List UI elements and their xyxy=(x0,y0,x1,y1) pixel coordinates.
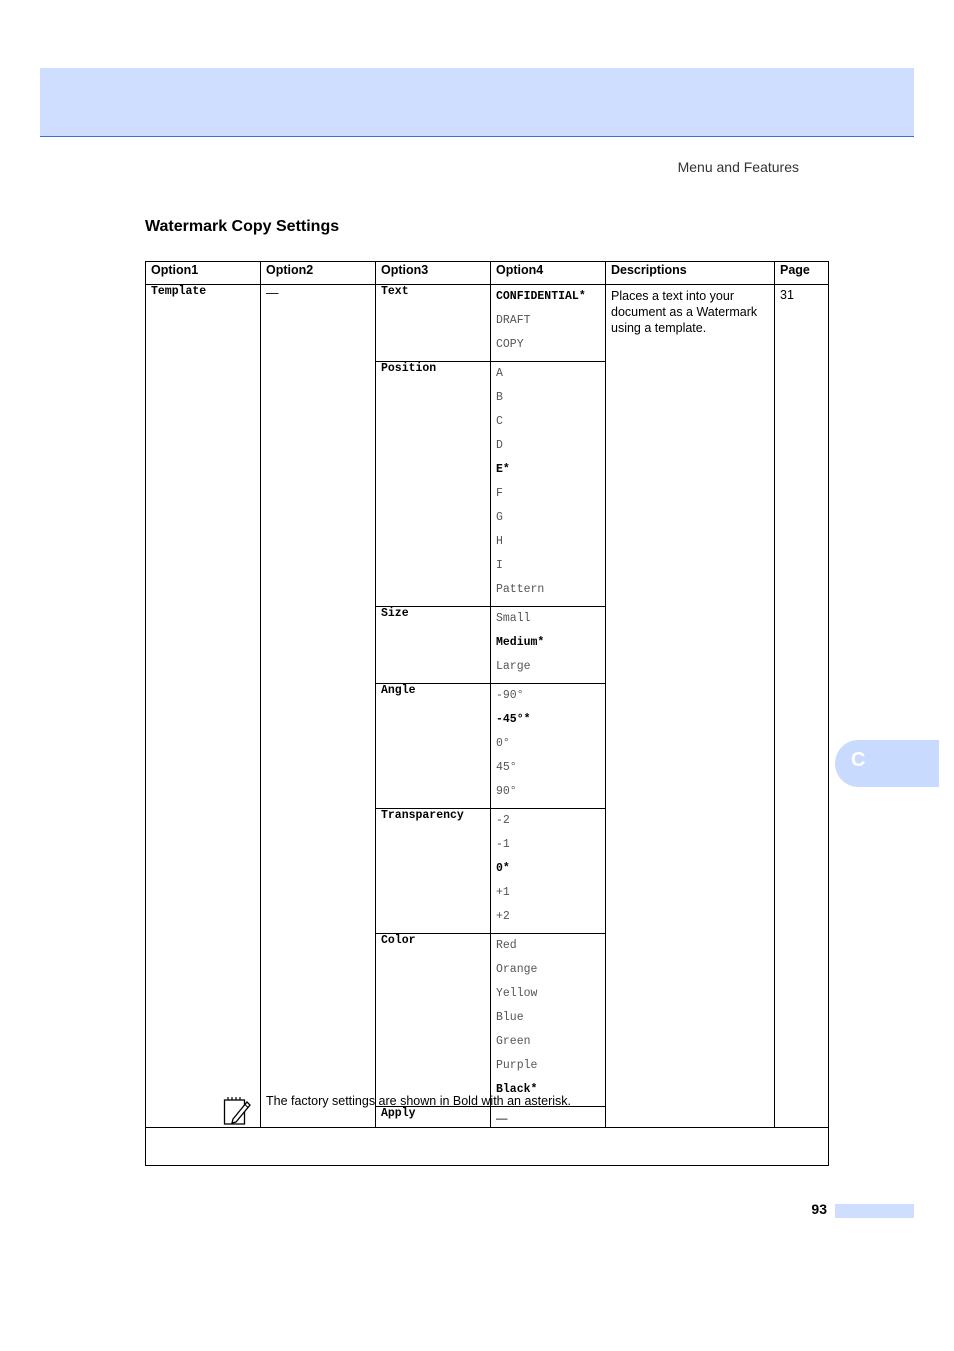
option-value: Green xyxy=(496,1035,531,1048)
running-head: Menu and Features xyxy=(677,159,799,175)
option-value: Yellow xyxy=(496,987,538,1000)
option-value: 0° xyxy=(496,737,510,750)
option4-cell xyxy=(491,607,606,684)
option4-cell xyxy=(491,684,606,809)
option4-cell xyxy=(491,809,606,934)
option-value: Orange xyxy=(496,963,538,976)
chapter-tab-label: C xyxy=(851,749,866,771)
option3-cell: Color xyxy=(376,934,491,1107)
header-option3: Option3 xyxy=(376,262,491,285)
header-page: Page xyxy=(775,262,829,285)
description-cell: Places a text into your document as a Watermark using a template. xyxy=(606,285,775,1128)
option-value: Large xyxy=(496,660,531,673)
option-value: F xyxy=(496,487,503,500)
note-text: The factory settings are shown in Bold with an asterisk. xyxy=(266,1094,572,1108)
header-option2: Option2 xyxy=(261,262,376,285)
option-value: Purple xyxy=(496,1059,538,1072)
option-value: CONFIDENTIAL* xyxy=(496,290,586,303)
option-value: H xyxy=(496,535,503,548)
option2-cell: — xyxy=(261,285,376,1128)
table-body xyxy=(146,285,829,1128)
option4-cell xyxy=(491,285,606,362)
option-value: -45°* xyxy=(496,713,531,726)
option-value: +1 xyxy=(496,886,510,899)
option3-cell: Size xyxy=(376,607,491,684)
option3-cell: Apply xyxy=(376,1107,491,1128)
option-value: C xyxy=(496,415,503,428)
option-value: E* xyxy=(496,463,510,476)
page-number: 93 xyxy=(811,1201,827,1217)
pencil-note-icon xyxy=(223,1096,251,1126)
table-row xyxy=(146,285,829,362)
table-header-row xyxy=(146,262,829,285)
option-value: A xyxy=(496,367,503,380)
page-cell: 31 xyxy=(775,285,829,1128)
page-number-bar xyxy=(835,1204,914,1218)
option-value: Blue xyxy=(496,1011,524,1024)
option-value: 45° xyxy=(496,761,517,774)
option-value: G xyxy=(496,511,503,524)
settings-table xyxy=(145,261,829,1166)
option1-cell: Template xyxy=(146,285,261,1128)
option-value: COPY xyxy=(496,338,524,351)
option-value: Pattern xyxy=(496,583,545,596)
section-title: Watermark Copy Settings xyxy=(145,218,340,235)
chapter-tab xyxy=(835,740,939,787)
option-value: +2 xyxy=(496,910,510,923)
option-value: -2 xyxy=(496,814,510,827)
option-value: -90° xyxy=(496,689,524,702)
option3-cell: Position xyxy=(376,362,491,607)
option-value: — xyxy=(496,1113,508,1125)
option-value: I xyxy=(496,559,503,572)
option3-cell: Text xyxy=(376,285,491,362)
option-value: Medium* xyxy=(496,636,545,649)
header-option1: Option1 xyxy=(146,262,261,285)
option4-cell xyxy=(491,1107,606,1128)
option3-cell: Transparency xyxy=(376,809,491,934)
option-value: Black* xyxy=(496,1083,538,1096)
option4-cell xyxy=(491,934,606,1107)
option4-cell xyxy=(491,362,606,607)
option-value: D xyxy=(496,439,503,452)
option-value: -1 xyxy=(496,838,510,851)
header-option4: Option4 xyxy=(491,262,606,285)
option-value: Small xyxy=(496,612,531,625)
option-value: 0* xyxy=(496,862,510,875)
option-value: DRAFT xyxy=(496,314,531,327)
note-row xyxy=(146,1128,829,1166)
option-value: B xyxy=(496,391,503,404)
option-value: 90° xyxy=(496,785,517,798)
header-banner xyxy=(40,68,914,137)
option3-cell: Angle xyxy=(376,684,491,809)
header-descriptions: Descriptions xyxy=(606,262,775,285)
option-value: Red xyxy=(496,939,517,952)
